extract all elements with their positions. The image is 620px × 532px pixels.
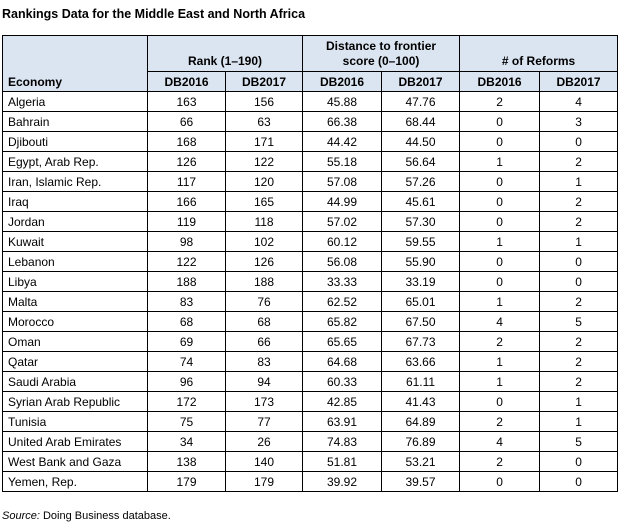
distance-2017-cell: 76.89 [382,432,460,452]
distance-2016-cell: 57.08 [303,172,382,192]
economy-cell: Libya [3,272,148,292]
rank-2017-cell: 66 [226,332,303,352]
rank-2017-cell: 140 [226,452,303,472]
reforms-2017-cell: 0 [540,132,618,152]
rank-2017-cell: 188 [226,272,303,292]
economy-cell: Djibouti [3,132,148,152]
reforms-2016-cell: 1 [460,352,540,372]
economy-cell: Kuwait [3,232,148,252]
distance-2017-cell: 59.55 [382,232,460,252]
reforms-db2017-header: DB2017 [540,72,618,92]
rank-2016-cell: 138 [148,452,226,472]
distance-2016-cell: 74.83 [303,432,382,452]
distance-2017-cell: 67.50 [382,312,460,332]
economy-cell: Yemen, Rep. [3,472,148,492]
rank-2017-cell: 118 [226,212,303,232]
distance-2016-cell: 39.92 [303,472,382,492]
economy-cell: Egypt, Arab Rep. [3,152,148,172]
distance-2017-cell: 47.76 [382,92,460,112]
source-note [2,510,171,522]
distance-2017-cell: 39.57 [382,472,460,492]
economy-cell: Iran, Islamic Rep. [3,172,148,192]
reforms-2017-cell: 5 [540,312,618,332]
reforms-2017-cell: 2 [540,292,618,312]
table-row [3,192,618,212]
distance-2017-cell: 67.73 [382,332,460,352]
economy-cell: Malta [3,292,148,312]
distance-db2017-header: DB2017 [382,72,460,92]
economy-cell: Iraq [3,192,148,212]
table-row [3,412,618,432]
distance-2016-cell: 44.99 [303,192,382,212]
distance-2016-cell: 45.88 [303,92,382,112]
distance-2017-cell: 56.64 [382,152,460,172]
distance-2016-cell: 64.68 [303,352,382,372]
rank-db2016-header: DB2016 [148,72,226,92]
economy-cell: Syrian Arab Republic [3,392,148,412]
table-row [3,172,618,192]
distance-header-line2: score (0–100) [342,54,420,68]
rank-2016-cell: 96 [148,372,226,392]
table-row [3,452,618,472]
economy-cell: Tunisia [3,412,148,432]
reforms-2017-cell: 0 [540,252,618,272]
rank-2017-cell: 77 [226,412,303,432]
distance-2017-cell: 33.19 [382,272,460,292]
rank-2017-cell: 173 [226,392,303,412]
economy-cell: Qatar [3,352,148,372]
distance-2016-cell: 51.81 [303,452,382,472]
rank-2017-cell: 165 [226,192,303,212]
economy-cell: Oman [3,332,148,352]
distance-header-line1: Distance to frontier [326,39,437,53]
table-body [3,92,618,492]
source-label: Source: [2,510,40,522]
reforms-2016-cell: 0 [460,132,540,152]
rank-2016-cell: 83 [148,292,226,312]
reforms-2016-cell: 1 [460,292,540,312]
reforms-2017-cell: 2 [540,352,618,372]
rank-2016-cell: 188 [148,272,226,292]
rank-2017-cell: 156 [226,92,303,112]
reforms-2017-cell: 3 [540,112,618,132]
table-row [3,312,618,332]
reforms-2017-cell: 2 [540,192,618,212]
table-row [3,352,618,372]
rank-2016-cell: 68 [148,312,226,332]
table-title: Rankings Data for the Middle East and North Africa [2,7,306,21]
rank-2017-cell: 63 [226,112,303,132]
reforms-2017-cell: 1 [540,412,618,432]
distance-2016-cell: 33.33 [303,272,382,292]
reforms-2017-cell: 1 [540,392,618,412]
distance-2017-cell: 44.50 [382,132,460,152]
reforms-2016-cell: 0 [460,252,540,272]
reforms-2016-cell: 0 [460,472,540,492]
rank-2017-cell: 179 [226,472,303,492]
distance-2017-cell: 41.43 [382,392,460,412]
economy-cell: Bahrain [3,112,148,132]
table-row [3,472,618,492]
rank-2017-cell: 76 [226,292,303,312]
reforms-2017-cell: 1 [540,232,618,252]
reforms-2017-cell: 0 [540,472,618,492]
reforms-2016-cell: 2 [460,332,540,352]
rank-2016-cell: 75 [148,412,226,432]
reforms-2016-cell: 4 [460,312,540,332]
table-row [3,92,618,112]
rank-2017-cell: 68 [226,312,303,332]
rank-2016-cell: 172 [148,392,226,412]
reforms-2016-cell: 0 [460,212,540,232]
rank-2017-cell: 171 [226,132,303,152]
table-row [3,112,618,132]
reforms-2017-cell: 0 [540,272,618,292]
distance-2017-cell: 63.66 [382,352,460,372]
reforms-2017-cell: 2 [540,372,618,392]
reforms-2017-cell: 5 [540,432,618,452]
table-row [3,432,618,452]
rank-group-header: Rank (1–190) [148,36,303,72]
table-row [3,212,618,232]
rank-2016-cell: 117 [148,172,226,192]
reforms-2016-cell: 0 [460,172,540,192]
rank-2016-cell: 69 [148,332,226,352]
rank-2016-cell: 34 [148,432,226,452]
rank-2017-cell: 122 [226,152,303,172]
economy-cell: Algeria [3,92,148,112]
rank-db2017-header: DB2017 [226,72,303,92]
distance-2017-cell: 55.90 [382,252,460,272]
reforms-2016-cell: 1 [460,152,540,172]
distance-2016-cell: 65.65 [303,332,382,352]
rank-2017-cell: 120 [226,172,303,192]
reforms-2016-cell: 0 [460,192,540,212]
reforms-2016-cell: 0 [460,272,540,292]
reforms-2017-cell: 4 [540,92,618,112]
economy-cell: United Arab Emirates [3,432,148,452]
economy-header: Economy [3,36,148,92]
distance-2017-cell: 61.11 [382,372,460,392]
reforms-2016-cell: 1 [460,232,540,252]
distance-2016-cell: 62.52 [303,292,382,312]
reforms-2017-cell: 2 [540,332,618,352]
source-text: Doing Business database. [39,510,171,522]
economy-cell: Morocco [3,312,148,332]
distance-2016-cell: 42.85 [303,392,382,412]
economy-cell: Saudi Arabia [3,372,148,392]
distance-2017-cell: 57.26 [382,172,460,192]
rank-2016-cell: 163 [148,92,226,112]
reforms-2016-cell: 2 [460,92,540,112]
table-row [3,392,618,412]
rank-2016-cell: 179 [148,472,226,492]
reforms-db2016-header: DB2016 [460,72,540,92]
table-row [3,232,618,252]
rankings-table [2,35,618,492]
reforms-2016-cell: 2 [460,412,540,432]
distance-2017-cell: 57.30 [382,212,460,232]
distance-2016-cell: 60.33 [303,372,382,392]
reforms-2016-cell: 4 [460,432,540,452]
distance-2017-cell: 65.01 [382,292,460,312]
rank-2016-cell: 166 [148,192,226,212]
rank-2016-cell: 74 [148,352,226,372]
reforms-group-header: # of Reforms [460,36,618,72]
table-row [3,372,618,392]
reforms-2016-cell: 0 [460,392,540,412]
economy-cell: Jordan [3,212,148,232]
distance-group-header [303,36,460,72]
rank-2016-cell: 98 [148,232,226,252]
rank-2017-cell: 102 [226,232,303,252]
reforms-2017-cell: 0 [540,452,618,472]
distance-2016-cell: 63.91 [303,412,382,432]
reforms-2017-cell: 2 [540,212,618,232]
distance-2017-cell: 45.61 [382,192,460,212]
table-row [3,252,618,272]
distance-2016-cell: 60.12 [303,232,382,252]
rank-2016-cell: 122 [148,252,226,272]
rank-2017-cell: 26 [226,432,303,452]
rank-2017-cell: 94 [226,372,303,392]
table-row [3,292,618,312]
distance-2016-cell: 44.42 [303,132,382,152]
rank-2016-cell: 119 [148,212,226,232]
reforms-2016-cell: 1 [460,372,540,392]
reforms-2016-cell: 0 [460,112,540,132]
distance-2016-cell: 65.82 [303,312,382,332]
economy-cell: Lebanon [3,252,148,272]
distance-2017-cell: 53.21 [382,452,460,472]
table-row [3,152,618,172]
rank-2017-cell: 126 [226,252,303,272]
distance-db2016-header: DB2016 [303,72,382,92]
distance-2017-cell: 68.44 [382,112,460,132]
distance-2016-cell: 57.02 [303,212,382,232]
distance-2017-cell: 64.89 [382,412,460,432]
distance-2016-cell: 56.08 [303,252,382,272]
table-row [3,332,618,352]
reforms-2016-cell: 2 [460,452,540,472]
table-row [3,132,618,152]
distance-2016-cell: 55.18 [303,152,382,172]
distance-2016-cell: 66.38 [303,112,382,132]
rank-2017-cell: 83 [226,352,303,372]
rank-2016-cell: 168 [148,132,226,152]
rank-2016-cell: 126 [148,152,226,172]
table-row [3,272,618,292]
rank-2016-cell: 66 [148,112,226,132]
reforms-2017-cell: 1 [540,172,618,192]
reforms-2017-cell: 2 [540,152,618,172]
economy-cell: West Bank and Gaza [3,452,148,472]
